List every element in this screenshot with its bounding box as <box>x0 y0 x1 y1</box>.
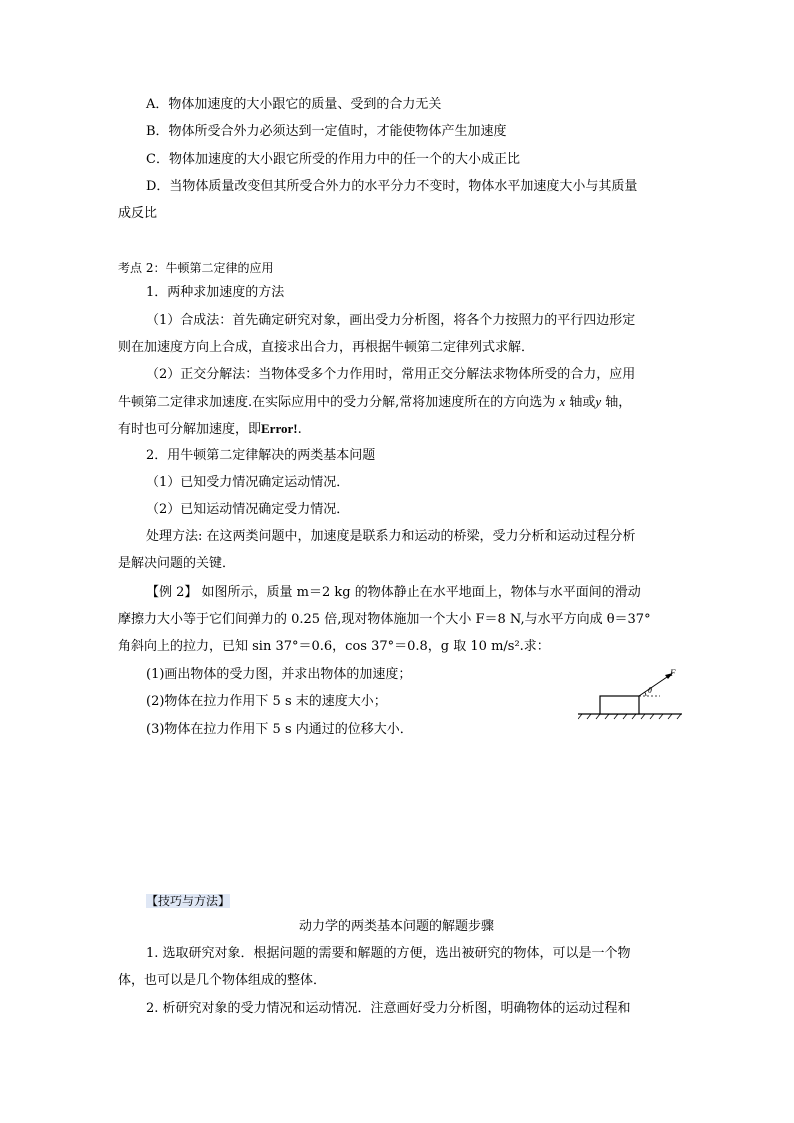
force-label: F <box>670 668 676 678</box>
tips-title: 动力学的两类基本问题的解题步骤 <box>299 919 495 934</box>
orthogonal-text-e: . <box>297 422 302 437</box>
orthogonal-method-line3 <box>118 420 302 439</box>
x-axis-symbol: x <box>559 394 566 409</box>
example-line1: 【例 2】 如图所示，质量 m＝2 kg 的物体静止在水平地面上，物体与水平面间的滑动 <box>146 585 641 600</box>
method-note-line1: 处理方法: 在这两类问题中，加速度是联系力和运动的桥梁，受力分析和运动过程分析 <box>146 529 636 544</box>
question-1: (1)画出物体的受力图，并求出物体的加速度； <box>146 667 412 682</box>
orthogonal-text-d: 有时也可分解加速度，即 <box>118 422 262 437</box>
tips-tag: 【技巧与方法】 <box>146 894 231 908</box>
orthogonal-method-line1: （2）正交分解法：当物体受多个力作用时，常用正交分解法求物体所受的合力，应用 <box>146 367 636 382</box>
option-c: C．物体加速度的大小跟它所受的作用力中的任一个的大小成正比 <box>146 152 520 167</box>
orthogonal-text-a: 牛顿第二定律求加速度.在实际应用中的受力分解,常将加速度所在的方向选为 <box>118 395 560 410</box>
tip-step2-line1: 2. 析研究对象的受力情况和运动情况．注意画好受力分析图，明确物体的运动过程和 <box>146 1001 631 1016</box>
block-force-diagram <box>578 666 682 722</box>
problem-type-2: （2）已知运动情况确定受力情况． <box>146 502 350 517</box>
option-b: B．物体所受合外力必须达到一定值时，才能使物体产生加速度 <box>146 124 507 139</box>
error-field: Error! <box>261 421 298 436</box>
example-line3: 角斜向上的拉力，已知 sin 37°＝0.6，cos 37°＝0.8，g 取 10 m/s².求： <box>118 639 550 654</box>
problem-type-1: （1）已知受力情况确定运动情况． <box>146 475 350 490</box>
force-arrow <box>639 675 670 696</box>
method-title: 1．两种求加速度的方法 <box>146 285 285 300</box>
orthogonal-text-b: 轴或 <box>565 395 596 410</box>
section-heading: 考点 2：牛顿第二定律的应用 <box>118 261 274 275</box>
question-2: (2)物体在拉力作用下 5 s 末的速度大小； <box>146 694 387 709</box>
problem-types-title: 2．用牛顿第二定律解决的两类基本问题 <box>146 448 376 463</box>
option-d-line1: D．当物体质量改变但其所受合外力的水平分力不变时，物体水平加速度大小与其质量 <box>146 179 638 194</box>
angle-arc <box>645 692 646 696</box>
block <box>600 696 639 714</box>
method-note-line2: 是解决问题的关键． <box>118 556 236 571</box>
angle-label: θ <box>648 686 652 695</box>
option-a: A．物体加速度的大小跟它的质量、受到的合力无关 <box>146 97 442 112</box>
orthogonal-method-line2 <box>118 393 631 412</box>
question-3: (3)物体在拉力作用下 5 s 内通过的位移大小． <box>146 722 413 737</box>
ground-hatching <box>578 714 681 719</box>
tip-step1-line2: 体，也可以是几个物体组成的整体． <box>118 973 327 988</box>
tip-step1-line1: 1. 选取研究对象．根据问题的需要和解题的方便，选出被研究的物体，可以是一个物 <box>146 946 631 961</box>
orthogonal-text-c: 轴， <box>601 395 632 410</box>
example-line2: 摩擦力大小等于它们间弹力的 0.25 倍,现对物体施加一个大小 F＝8 N,与水平方向成 θ＝37° <box>118 612 651 627</box>
synthesis-method-line1: （1）合成法：首先确定研究对象，画出受力分析图，将各个力按照力的平行四边形定 <box>146 313 636 328</box>
option-d-line2: 成反比 <box>118 206 158 221</box>
synthesis-method-line2: 则在加速度方向上合成，直接求出合力，再根据牛顿第二定律列式求解． <box>118 340 535 355</box>
y-axis-symbol: y <box>595 394 602 409</box>
